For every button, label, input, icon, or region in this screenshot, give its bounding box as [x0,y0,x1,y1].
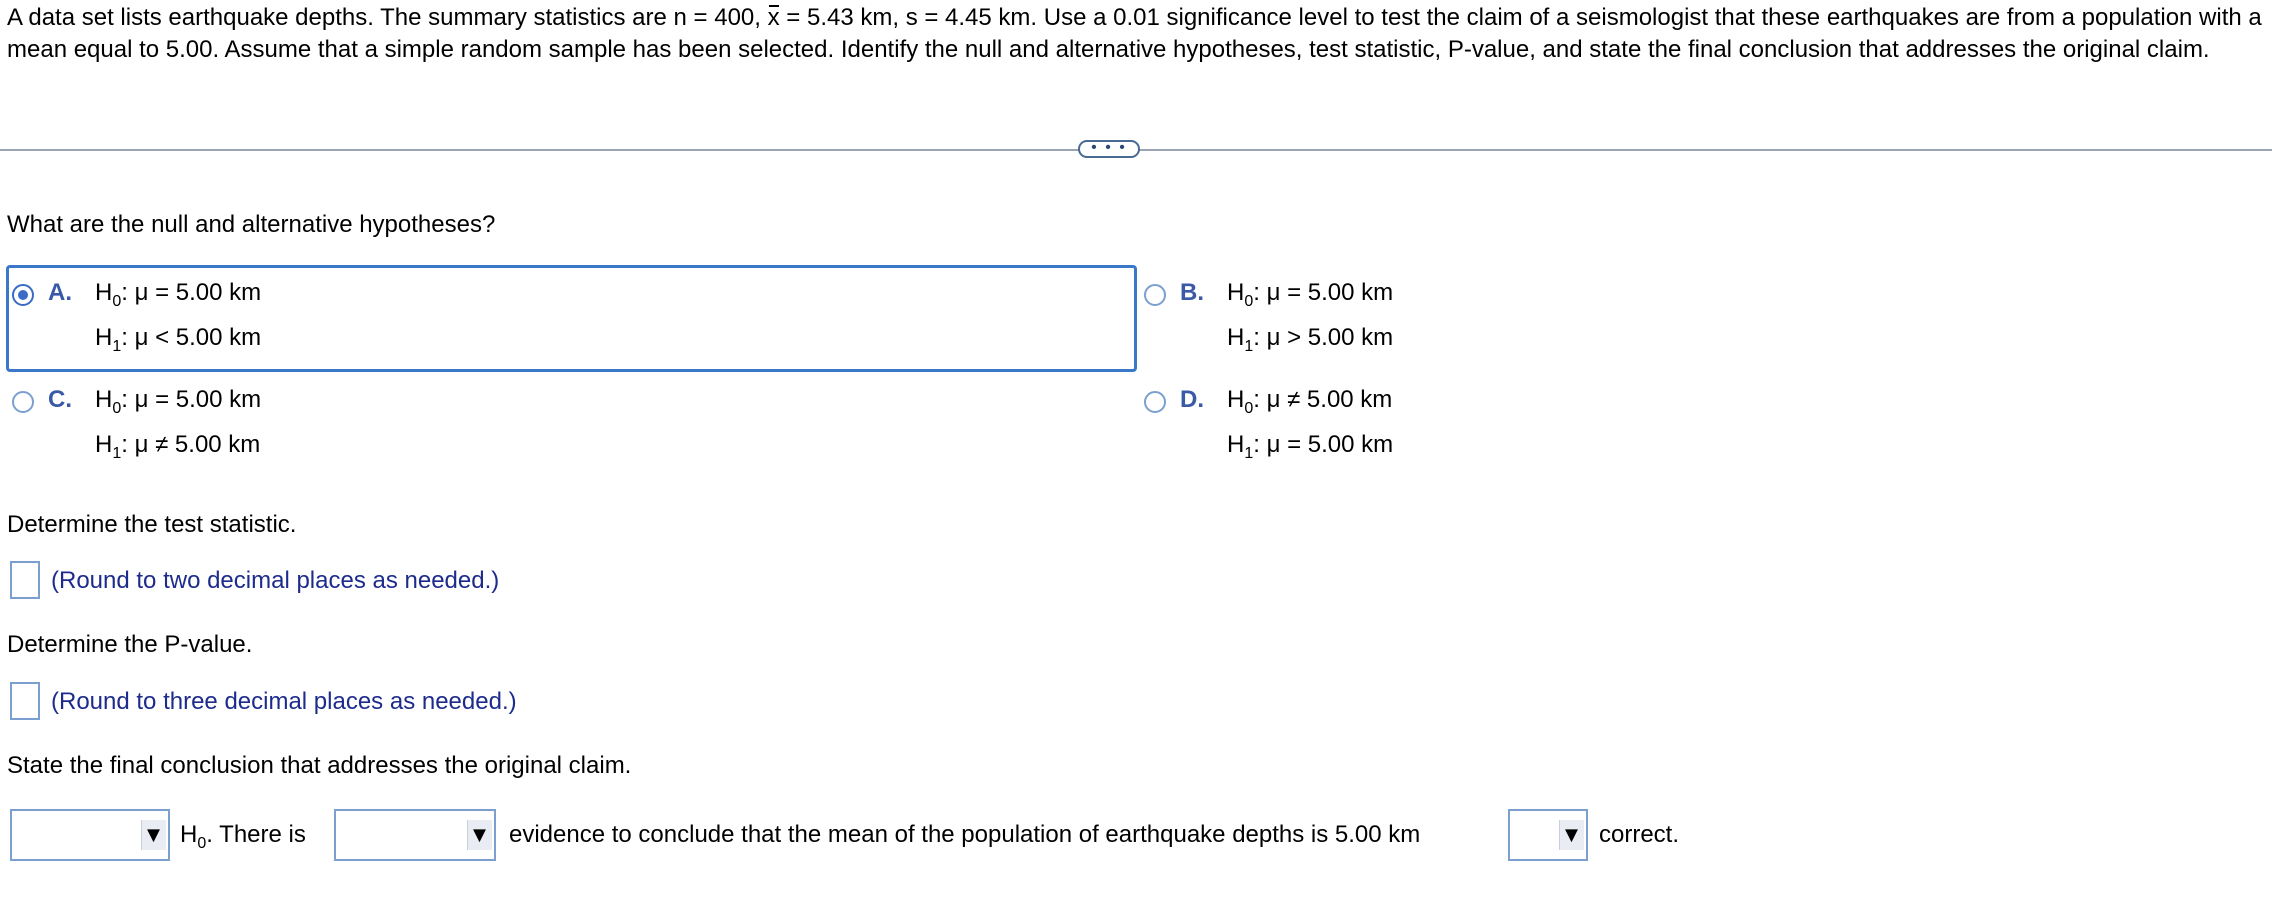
conclusion-correct-text: correct. [1599,821,1680,848]
choice-b-h1: $H_1$: μ > 5.00 km [1227,324,1394,355]
choice-a-radio[interactable] [12,284,34,306]
problem-text-part2: = 5.43 km, s = 4.45 km. Use a 0.01 significance level to test the claim of a seismologist that these earthquakes are from a population with a mean equal to 5.00. Assume that a simple random sample has been selected. Identify the null and alternative hypotheses, test statistic, P-value, and state the final conclusion that addresses the original claim. [7,4,2262,63]
choice-b-radio[interactable] [1144,284,1166,306]
conclusion-question: State the final conclusion that addresses the original claim. [7,752,632,779]
claim-correct-dropdown[interactable] [1508,809,1588,861]
choice-d-letter: D. [1180,386,1204,413]
reject-decision-dropdown[interactable] [10,809,170,861]
choice-a-letter: A. [48,279,72,306]
choice-d-h0: $H_0$: μ ≠ 5.00 km [1227,386,1393,417]
choice-c-h0: $H_0$: μ = 5.00 km [95,386,262,417]
expand-more-button[interactable]: • • • [1078,140,1140,158]
chevron-down-icon: ▼ [467,820,492,850]
test-statistic-input[interactable] [10,561,40,599]
p-value-input[interactable] [10,682,40,720]
choice-a-h1: $H_1$: μ < 5.00 km [95,324,262,355]
choice-d-radio[interactable] [1144,391,1166,413]
problem-text-part1: A data set lists earthquake depths. The summary statistics are n = 400, [7,4,761,31]
chevron-down-icon: ▼ [141,820,166,850]
p-value-question: Determine the P-value. [7,631,253,658]
choice-c-h1: $H_1$: μ ≠ 5.00 km [95,431,261,462]
choice-b-h0: $H_0$: μ = 5.00 km [1227,279,1394,310]
choice-d-h1: $H_1$: μ = 5.00 km [1227,431,1394,462]
conclusion-evidence-text: evidence to conclude that the mean of the population of earthquake depths is 5.00 km [509,821,1421,848]
choice-c-radio[interactable] [12,391,34,413]
test-statistic-hint: (Round to two decimal places as needed.) [51,567,500,594]
evidence-dropdown[interactable] [334,809,496,861]
p-value-hint: (Round to three decimal places as needed.) [51,688,517,715]
choice-a-h0: $H_0$: μ = 5.00 km [95,279,262,310]
chevron-down-icon: ▼ [1559,820,1584,850]
choice-c-letter: C. [48,386,72,413]
choice-b-letter: B. [1180,279,1204,306]
test-statistic-question: Determine the test statistic. [7,511,297,538]
conclusion-h0-text: $H_0$. There is [180,821,306,852]
choice-b[interactable] [1140,272,1740,362]
sample-mean-symbol: x [768,2,780,34]
choice-d[interactable] [1140,379,1740,469]
choice-a[interactable] [8,272,1108,362]
hypotheses-question: What are the null and alternative hypotheses? [7,211,496,238]
choice-c[interactable] [8,379,1108,469]
problem-statement [7,2,2262,66]
